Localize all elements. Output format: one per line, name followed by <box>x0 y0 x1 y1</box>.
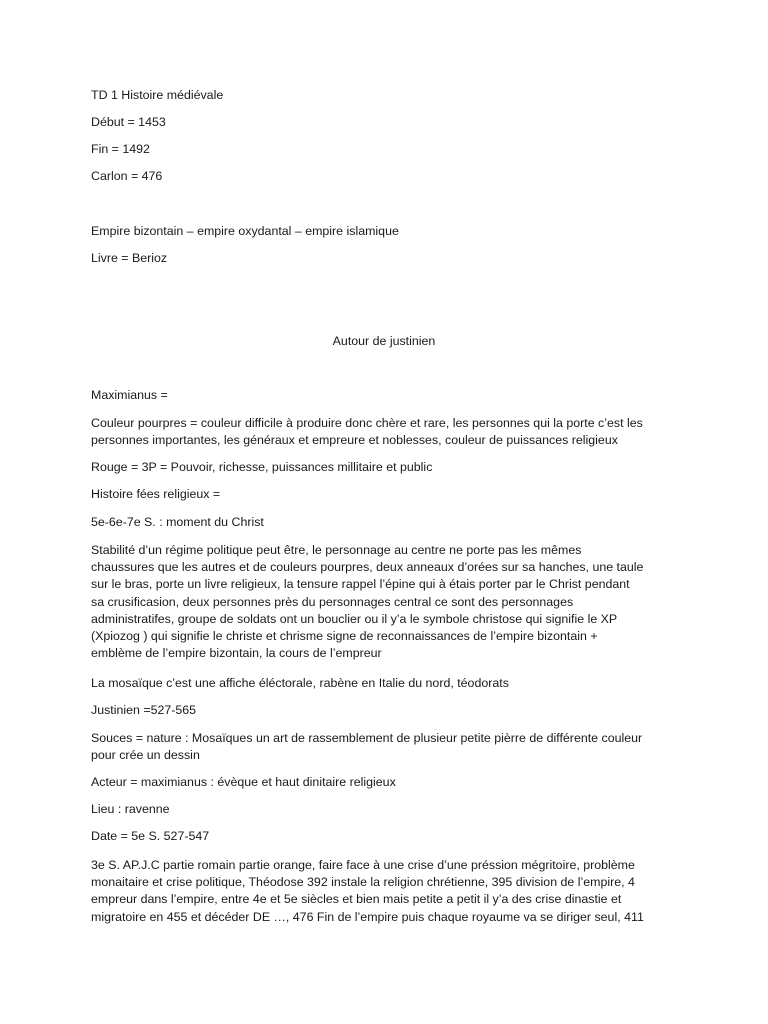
paragraph-line: 3e S. AP.J.C partie romain partie orange, faire face à une crise d’une préssion mégritoire, problème <box>91 858 635 872</box>
paragraph-line: Souces = nature : Mosaïques un art de rassemblement de plusieur petite pièrre de différente couleur <box>91 731 643 745</box>
justinien-line: Justinien =527-565 <box>91 703 197 717</box>
fin-line: Fin = 1492 <box>91 142 150 156</box>
paragraph-line: pour crée un dessin <box>91 748 200 763</box>
section-title: Autour de justinien <box>332 334 436 348</box>
paragraph-line: emblème de l’empire bizontain, la cours de l’empreur <box>91 646 382 661</box>
paragraph-line: Couleur pourpres = couleur difficile à produire donc chère et rare, les personnes qui la porte c’est les <box>91 416 643 430</box>
rouge-line: Rouge = 3P = Pouvoir, richesse, puissances millitaire et public <box>91 460 433 474</box>
souces-paragraph <box>91 730 681 764</box>
mosaique-line: La mosaïque c’est une affiche éléctorale, rabène en Italie du nord, téodorats <box>91 676 509 690</box>
paragraph-line: empreur dans l’empire, entre 4e et 5e siècles et bien mais petite a petit il y’a des crise dinastie et <box>91 892 622 907</box>
paragraph-line: chaussures que les autres et de couleurs pourpres, deux anneaux d’orées sur sa hanches, une taule <box>91 560 644 575</box>
paragraph-line: monaitaire et crise politique, Théodose 392 instale la religion chrétienne, 395 division de l’empire, 4 <box>91 875 635 890</box>
paragraph-line: administratifes, groupe de soldats ont un bouclier ou il y’a le symbole christose qui signifie le XP <box>91 611 618 626</box>
debut-line: Début = 1453 <box>91 115 166 129</box>
troisieme-paragraph <box>91 857 681 926</box>
lieu-line: Lieu : ravenne <box>91 802 170 816</box>
paragraph-line: sa crusificasion, deux personnes près du personnages central ce sont des personnages <box>91 594 574 609</box>
stabilite-paragraph <box>91 542 681 662</box>
paragraph-line: migratoire en 455 et décéder DE …, 476 Fin de l’empire puis chaque royaume va se diriger seul, 411 <box>91 909 644 924</box>
paragraph-line: sur le bras, porte un livre religieux, la tensure rappel l’épine qui à étais porter par le Christ pendant <box>91 577 630 592</box>
maximianus-line: Maximianus = <box>91 388 168 402</box>
empires-line: Empire bizontain – empire oxydantal – empire islamique <box>91 224 399 238</box>
moment-line: 5e-6e-7e S. : moment du Christ <box>91 515 264 529</box>
histoire-line: Histoire fées religieux = <box>91 487 221 501</box>
document-title: TD 1 Histoire médiévale <box>91 88 224 102</box>
paragraph-line: Stabilité d’un régime politique peut être, le personnage au centre ne porte pas les mêmes <box>91 543 582 557</box>
livre-line: Livre = Berioz <box>91 251 168 265</box>
acteur-line: Acteur = maximianus : évèque et haut dinitaire religieux <box>91 775 396 789</box>
date-line: Date = 5e S. 527-547 <box>91 829 210 843</box>
couleur-paragraph <box>91 415 681 449</box>
paragraph-line: (Xpiozog ) qui signifie le christe et chrisme signe de reconnaissances de l’empire bizontain + <box>91 629 598 644</box>
paragraph-line: personnes importantes, les généraux et empreure et noblesses, couleur de puissances religieux <box>91 433 618 448</box>
carlon-line: Carlon = 476 <box>91 169 163 183</box>
